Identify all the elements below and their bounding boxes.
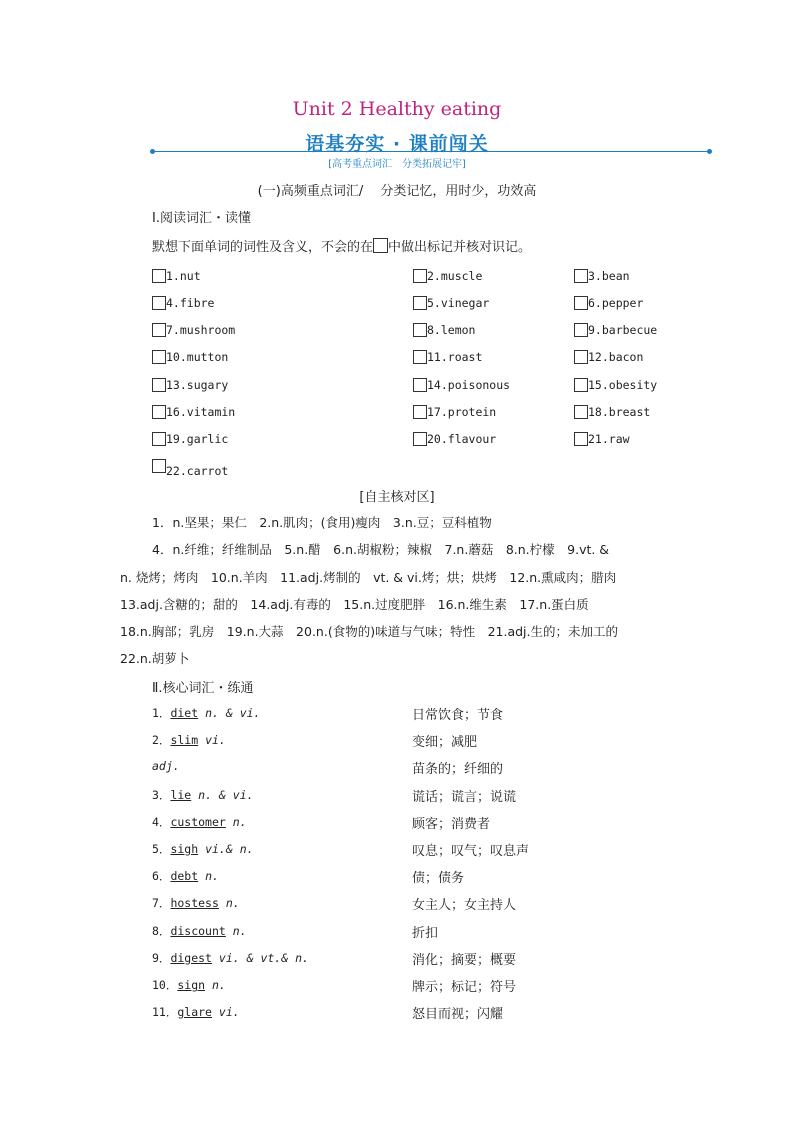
vocab-entry: [152, 1004, 240, 1020]
word-label: 22.carrot: [166, 464, 229, 478]
answer-line: 1．n.坚果；果仁 2.n.肌肉；(食用)瘦肉 3.n.豆；豆科植物: [152, 515, 492, 530]
word-label: 16.vitamin: [166, 405, 236, 419]
vocab-pos: vi.& n.: [205, 842, 254, 856]
word-checkbox[interactable]: [574, 432, 588, 446]
divider-dot-left: [150, 149, 155, 154]
divider-dot-right: [707, 149, 712, 154]
word-label: 19.garlic: [166, 432, 229, 446]
part2-heading: Ⅱ.核心词汇・练通: [152, 681, 254, 696]
banner-subtitle: [高考重点词汇 分类拓展记牢]: [328, 159, 466, 170]
vocab-number: 10．: [152, 978, 178, 992]
word-label: 5.vinegar: [427, 296, 490, 310]
vocab-meaning: 怒目而视；闪耀: [412, 1007, 504, 1022]
vocab-pos: vi.: [218, 1005, 240, 1019]
vocab-pos: n.: [205, 869, 219, 883]
vocab-number: 7．: [152, 896, 171, 910]
vocab-meaning: 谎话；谎言；说谎: [412, 790, 517, 805]
word-label: 18.breast: [588, 405, 651, 419]
word-label: 17.protein: [427, 405, 497, 419]
word-checkbox[interactable]: [152, 378, 166, 392]
vocab-word: discount: [170, 924, 226, 938]
vocab-pos: n.: [225, 896, 240, 910]
vocab-meaning: 女主人；女主持人: [412, 898, 517, 913]
checkbox-icon: [373, 238, 388, 253]
vocab-entry: [152, 814, 247, 830]
vocab-entry: [152, 841, 254, 857]
word-item: [574, 374, 657, 393]
vocab-entry: [152, 705, 260, 721]
word-item: [574, 346, 643, 365]
word-item: [413, 428, 496, 447]
word-label: 4.fibre: [166, 296, 215, 310]
banner-divider: [152, 151, 710, 152]
word-label: 8.lemon: [427, 323, 476, 337]
word-item: [574, 401, 650, 420]
word-item: [152, 428, 228, 447]
vocab-entry: [152, 868, 219, 884]
vocab-number: 1．: [152, 706, 171, 720]
vocab-word: digest: [170, 951, 212, 965]
word-checkbox[interactable]: [152, 350, 166, 364]
word-item: [574, 428, 630, 447]
vocab-word: debt: [170, 869, 199, 883]
word-item: [574, 319, 657, 338]
vocab-word: lie: [170, 788, 192, 802]
word-item: [413, 319, 475, 338]
vocab-meaning: 折扣: [412, 926, 439, 941]
vocab-number: 9．: [152, 951, 171, 965]
word-item: [152, 401, 235, 420]
vocab-pos: n. & vi.: [198, 788, 254, 802]
vocab-word: sign: [177, 978, 206, 992]
vocab-meaning: 牌示；标记；符号: [412, 980, 517, 995]
word-checkbox[interactable]: [413, 378, 427, 392]
word-label: 15.obesity: [588, 378, 658, 392]
vocab-word: customer: [170, 815, 226, 829]
vocab-pos: n.: [212, 978, 226, 992]
vocab-meaning: 变细；减肥: [412, 735, 478, 750]
vocab-meaning: 消化；摘要；概要: [412, 953, 517, 968]
answer-line: 22.n.胡萝卜: [120, 651, 190, 666]
answer-line: 18.n.胸部；乳房 19.n.大蒜 20.n.(食物的)味道与气味；特性 21.adj.生的；未加工的: [120, 624, 618, 639]
vocab-entry: [152, 977, 226, 993]
word-item: [413, 346, 482, 365]
vocab-entry: [152, 950, 309, 966]
word-label: 6.pepper: [588, 296, 644, 310]
answer-line: 4．n.纤维；纤维制品 5.n.醋 6.n.胡椒粉；辣椒 7.n.蘑菇 8.n.柠檬 9.vt. &: [152, 542, 610, 557]
word-checkbox[interactable]: [574, 296, 588, 310]
word-item: [152, 346, 228, 365]
vocab-pos: adj.: [152, 759, 180, 773]
vocab-number: 8．: [152, 924, 171, 938]
word-checkbox[interactable]: [152, 459, 166, 473]
vocab-number: 3．: [152, 788, 171, 802]
word-checkbox[interactable]: [413, 350, 427, 364]
word-checkbox[interactable]: [152, 296, 166, 310]
word-label: 21.raw: [588, 432, 630, 446]
word-item: [152, 459, 228, 479]
word-item: [574, 265, 630, 284]
vocab-meaning: 日常饮食；节食: [412, 708, 504, 723]
word-label: 9.barbecue: [588, 323, 658, 337]
word-checkbox[interactable]: [152, 432, 166, 446]
vocab-pos: n.: [232, 924, 247, 938]
vocab-entry: [152, 732, 226, 748]
word-label: 2.muscle: [427, 269, 483, 283]
word-checkbox[interactable]: [413, 323, 427, 337]
word-item: [413, 265, 482, 284]
word-label: 12.bacon: [588, 350, 644, 364]
word-item: [152, 374, 228, 393]
vocab-word: slim: [170, 733, 199, 747]
word-checkbox[interactable]: [574, 323, 588, 337]
vocab-meaning: 苗条的；纤细的: [412, 762, 504, 777]
vocab-pos: vi.: [205, 733, 226, 747]
vocab-number: 6．: [152, 869, 171, 883]
word-label: 20.flavour: [427, 432, 497, 446]
word-label: 7.mushroom: [166, 323, 236, 337]
word-label: 3.bean: [588, 269, 630, 283]
part1-instruction: [152, 236, 531, 255]
vocab-number: 2．: [152, 733, 171, 747]
vocab-pos: n.: [232, 815, 247, 829]
vocab-entry: [152, 759, 180, 773]
answer-line: n. 烧烤；烤肉 10.n.羊肉 11.adj.烤制的 vt. & vi.烤；烘；烘烤 12.n.熏咸肉；腊肉: [120, 570, 617, 585]
unit-title: Unit 2 Healthy eating: [292, 98, 502, 120]
vocab-word: hostess: [170, 896, 219, 910]
vocab-number: 11．: [152, 1005, 178, 1019]
vocab-word: sigh: [170, 842, 199, 856]
instruction-text-after: 中做出标记并核对识记。: [388, 240, 532, 255]
vocab-entry: [152, 923, 247, 939]
word-checkbox[interactable]: [413, 269, 427, 283]
vocab-word: glare: [177, 1005, 212, 1019]
vocab-number: 5．: [152, 842, 171, 856]
word-checkbox[interactable]: [574, 405, 588, 419]
word-label: 13.sugary: [166, 378, 229, 392]
word-item: [152, 265, 201, 284]
vocab-entry: [152, 895, 240, 911]
word-label: 14.poisonous: [427, 378, 511, 392]
word-checkbox[interactable]: [413, 405, 427, 419]
vocab-pos: n. & vi.: [205, 706, 261, 720]
instruction-text-before: 默想下面单词的词性及含义，不会的在: [152, 240, 374, 255]
word-item: [413, 374, 510, 393]
word-item: [413, 401, 496, 420]
word-label: 1.nut: [166, 269, 201, 283]
word-label: 11.roast: [427, 350, 483, 364]
vocab-meaning: 顾客；消费者: [412, 817, 491, 832]
part1-heading: Ⅰ.阅读词汇・读懂: [152, 211, 251, 226]
word-checkbox[interactable]: [574, 350, 588, 364]
vocab-pos: vi. & vt.& n.: [218, 951, 309, 965]
section-heading: (一)高频重点词汇/ 分类记忆，用时少，功效高: [257, 184, 537, 199]
word-checkbox[interactable]: [413, 432, 427, 446]
word-item: [413, 292, 489, 311]
word-checkbox[interactable]: [152, 405, 166, 419]
word-label: 10.mutton: [166, 350, 229, 364]
vocab-meaning: 叹息；叹气；叹息声: [412, 844, 530, 859]
word-item: [152, 319, 235, 338]
word-checkbox[interactable]: [152, 269, 166, 283]
answer-line: 13.adj.含糖的；甜的 14.adj.有毒的 15.n.过度肥胖 16.n.维生素 17.n.蛋白质: [120, 597, 589, 612]
word-item: [574, 292, 643, 311]
word-item: [152, 292, 214, 311]
vocab-entry: [152, 787, 254, 803]
vocab-number: 4．: [152, 815, 171, 829]
section-banner: 语基夯实 · 课前闯关: [305, 133, 489, 155]
word-checkbox[interactable]: [152, 323, 166, 337]
vocab-meaning: 债；债务: [412, 871, 465, 886]
vocab-word: diet: [170, 706, 199, 720]
word-checkbox[interactable]: [413, 296, 427, 310]
word-checkbox[interactable]: [574, 269, 588, 283]
word-checkbox[interactable]: [574, 378, 588, 392]
self-check-label: [自主核对区]: [359, 490, 435, 505]
